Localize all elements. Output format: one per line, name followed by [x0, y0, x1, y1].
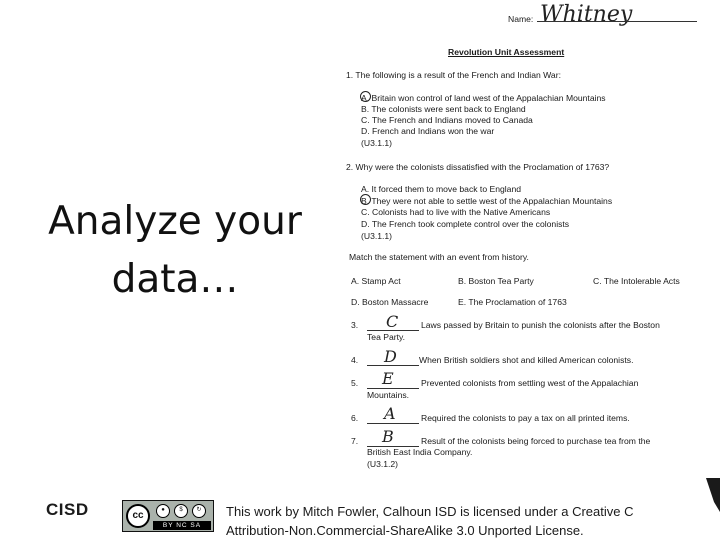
- match-item-text: Prevented colonists from settling west of the Appalachian: [421, 378, 639, 388]
- match-item-continuation: Tea Party.: [367, 332, 406, 342]
- q1-standard-code: (U3.1.1): [361, 138, 393, 148]
- handwritten-answer: C: [386, 312, 399, 331]
- handwritten-answer: D: [384, 347, 397, 366]
- handwritten-answer: A: [384, 404, 396, 423]
- answer-blank: [367, 423, 419, 424]
- match-item-number: 3.: [351, 320, 359, 330]
- handwritten-answer: E: [382, 369, 394, 388]
- license-line-2: Attribution-Non.Commercial-ShareAlike 3.0 Unported License.: [226, 523, 584, 538]
- slide-title: [40, 193, 310, 309]
- name-label: Name:: [508, 14, 534, 24]
- match-choice-a: A. Stamp Act: [351, 276, 401, 286]
- match-choice-e: E. The Proclamation of 1763: [458, 297, 567, 307]
- cc-license-strip: BY NC SA: [153, 521, 211, 530]
- match-item-text: Laws passed by Britain to punish the colonists after the Boston: [421, 320, 660, 330]
- match-choice-c: C. The Intolerable Acts: [593, 276, 680, 286]
- name-underline: [537, 21, 697, 22]
- q2-option-b: B. They were not able to settle west of the Appalachian Mountains: [361, 196, 613, 206]
- q1-option-b: B. The colonists were sent back to England: [361, 104, 526, 114]
- q1-option-a: A. Britain won control of land west of the Appalachian Mountains: [361, 93, 606, 103]
- license-text: [226, 502, 634, 540]
- creative-commons-badge: [122, 500, 214, 532]
- scanned-assessment: [330, 0, 720, 495]
- q2-stem: 2. Why were the colonists dissatisfied with the Proclamation of 1763?: [346, 162, 610, 172]
- q1-stem: 1. The following is a result of the French and Indian War:: [346, 70, 561, 80]
- q1-option-c: C. The French and Indians moved to Canada: [361, 115, 533, 125]
- match-instruction: Match the statement with an event from history.: [349, 252, 529, 262]
- assessment-heading: Revolution Unit Assessment: [448, 47, 565, 57]
- match-item-text: Result of the colonists being forced to purchase tea from the: [421, 436, 651, 446]
- slide-title-line-2: data…: [111, 257, 239, 302]
- match-item-number: 4.: [351, 355, 359, 365]
- match-item-continuation: Mountains.: [367, 390, 410, 400]
- cc-icon: cc: [126, 504, 150, 528]
- q2-standard-code: (U3.1.1): [361, 231, 393, 241]
- match-item-number: 7.: [351, 436, 359, 446]
- answer-blank: [367, 388, 419, 389]
- attribution-icon: ●: [156, 504, 170, 518]
- student-name-handwriting: Whitney: [540, 2, 633, 27]
- q1-option-d: D. French and Indians won the war: [361, 126, 495, 136]
- match-choice-d: D. Boston Massacre: [351, 297, 429, 307]
- cisd-logo: CISD: [46, 500, 89, 519]
- sharealike-icon: ↻: [192, 504, 206, 518]
- q2-option-d: D. The French took complete control over the colonists: [361, 219, 570, 229]
- match-choice-b: B. Boston Tea Party: [458, 276, 534, 286]
- noncommercial-icon: $: [174, 504, 188, 518]
- slide-title-line-1: Analyze your: [48, 199, 302, 244]
- match-item-text: When British soldiers shot and killed American colonists.: [419, 355, 634, 365]
- match-standard-code: (U3.1.2): [367, 459, 399, 469]
- handwritten-answer: B: [382, 427, 394, 446]
- match-item-continuation: British East India Company.: [367, 447, 473, 457]
- match-item-text: Required the colonists to pay a tax on all printed items.: [421, 413, 630, 423]
- match-item-number: 6.: [351, 413, 359, 423]
- license-line-1: This work by Mitch Fowler, Calhoun ISD is licensed under a Creative C: [226, 504, 634, 519]
- q2-option-c: C. Colonists had to live with the Native Americans: [361, 207, 551, 217]
- match-item-number: 5.: [351, 378, 359, 388]
- q2-option-a: A. It forced them to move back to England: [361, 184, 522, 194]
